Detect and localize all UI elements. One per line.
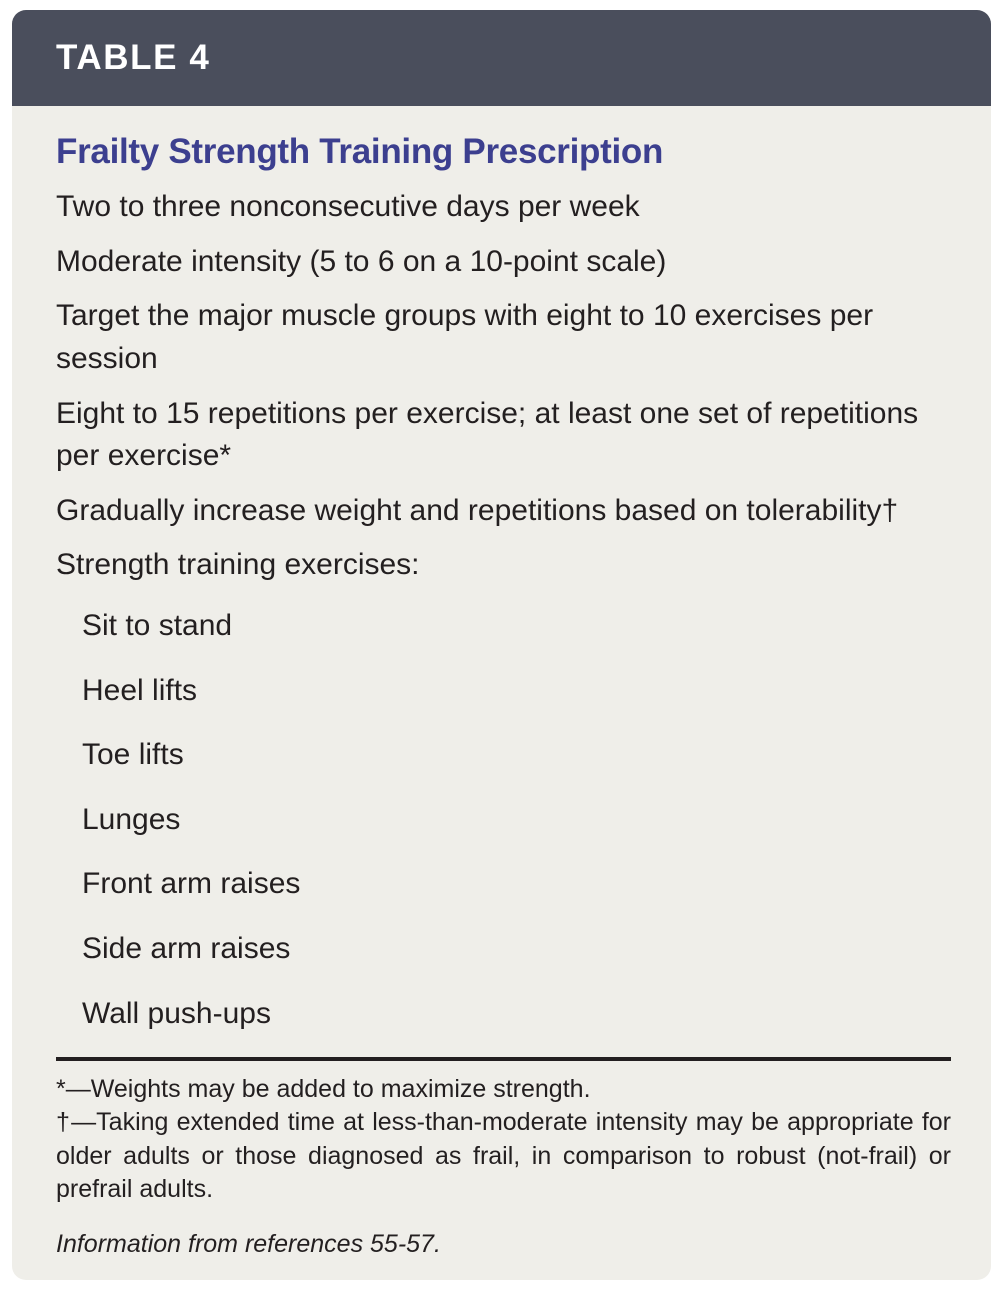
footnote-dagger: †—Taking extended time at less-than-moderate intensity may be appropriate for older adults or those diagnosed as frail, in comparison to robust (not-frail) or prefrail adults. bbox=[56, 1108, 951, 1203]
list-item: Heel lifts bbox=[82, 673, 198, 707]
footnote-divider bbox=[56, 1057, 951, 1061]
source-note: Information from references 55-57. bbox=[56, 1230, 441, 1259]
table-body bbox=[12, 106, 991, 1261]
table-row: Eight to 15 repetitions per exercise; at least one set of repetitions per exercise* bbox=[56, 396, 919, 473]
list-item: Toe lifts bbox=[82, 738, 184, 772]
list-item: Sit to stand bbox=[82, 609, 233, 642]
exercise-list bbox=[56, 605, 951, 1035]
table-row: Gradually increase weight and repetitions based on tolerability† bbox=[56, 493, 899, 527]
table-row: Two to three nonconsecutive days per week bbox=[56, 190, 640, 224]
table-header bbox=[12, 10, 991, 106]
table-row: Target the major muscle groups with eight to 10 exercises per session bbox=[56, 299, 874, 376]
list-item: Wall push-ups bbox=[82, 996, 271, 1030]
list-item: Lunges bbox=[82, 802, 181, 836]
table-row: Strength training exercises: bbox=[56, 548, 420, 582]
table-row: Moderate intensity (5 to 6 on a 10-point scale) bbox=[56, 244, 667, 278]
list-item: Front arm raises bbox=[82, 867, 301, 901]
list-item: Side arm raises bbox=[82, 931, 291, 965]
table-number-label: TABLE 4 bbox=[56, 38, 211, 77]
footnote-asterisk: *—Weights may be added to maximize strength. bbox=[56, 1075, 591, 1104]
table-card bbox=[12, 10, 991, 1280]
table-title: Frailty Strength Training Prescription bbox=[56, 132, 664, 171]
